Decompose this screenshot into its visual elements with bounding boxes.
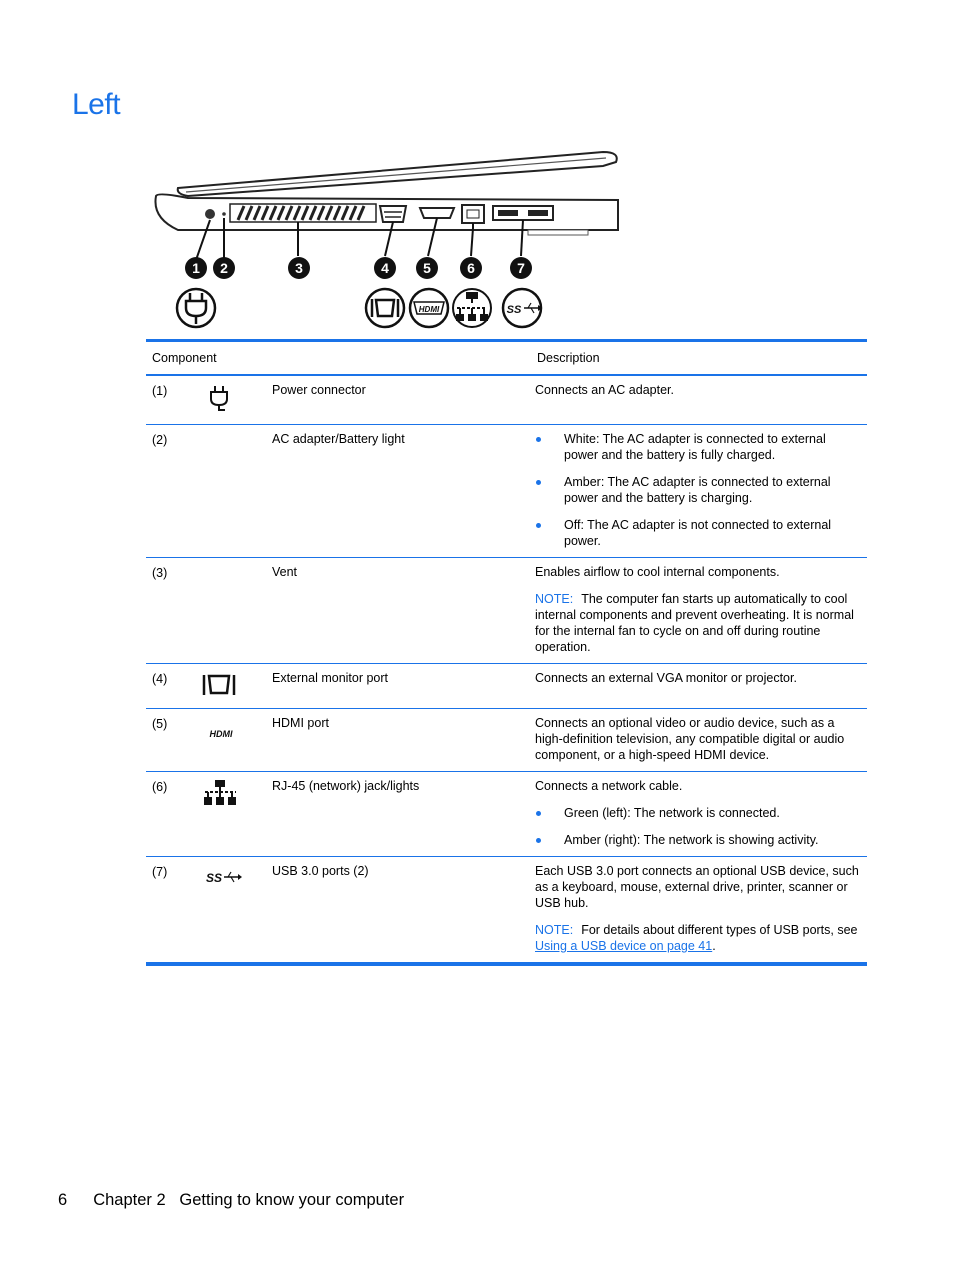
figure-hdmi-text: HDMI [418, 305, 440, 314]
callout-7: 7 [517, 260, 525, 276]
hdmi-port-shape [420, 208, 454, 218]
row-number: (4) [146, 664, 190, 709]
power-plug-icon [190, 375, 262, 425]
figure-external-monitor-icon [366, 289, 404, 327]
callout-1: 1 [192, 260, 200, 276]
chapter-title: Chapter 2 Getting to know your computer [93, 1191, 405, 1209]
callout-6: 6 [467, 260, 475, 276]
table-row [146, 664, 867, 709]
hdmi-icon-text: HDMI [209, 729, 233, 739]
page-title: Left [72, 88, 121, 121]
row-number: (6) [146, 772, 190, 857]
note [535, 591, 861, 655]
table-row [146, 857, 867, 965]
components-table [146, 339, 867, 966]
row-number: (3) [146, 558, 190, 664]
component-name: AC adapter/Battery light [262, 425, 531, 558]
bullet-item: White: The AC adapter is connected to external power and the battery is fully charged. [535, 431, 861, 463]
usb-icon-text: SS [205, 871, 223, 885]
figure-usb-text: SS [506, 304, 522, 316]
bullet-list [535, 431, 861, 549]
laptop-lid [178, 152, 617, 196]
note-end: . [712, 939, 716, 953]
component-description: Connects an optional video or audio device, such as a high-definition television, any compatible digital or audio component, or a high-speed HDMI device. [531, 709, 867, 772]
callout-3: 3 [295, 260, 303, 276]
note-text: For details about different types of USB ports, see [581, 923, 858, 937]
component-description [531, 772, 867, 857]
component-name: External monitor port [262, 664, 531, 709]
component-name: USB 3.0 ports (2) [262, 857, 531, 965]
row-number: (1) [146, 375, 190, 425]
component-name: Vent [262, 558, 531, 664]
table-row [146, 375, 867, 425]
bullet-item: Amber (right): The network is showing activity. [535, 832, 861, 848]
page-footer [58, 1191, 404, 1210]
usb-device-link[interactable]: Using a USB device on page 41 [535, 939, 713, 953]
description-text: Enables airflow to cool internal components. [535, 565, 780, 579]
component-name: RJ-45 (network) jack/lights [262, 772, 531, 857]
component-description [531, 857, 867, 965]
callout-5: 5 [423, 260, 431, 276]
row-number: (5) [146, 709, 190, 772]
header-description: Description [531, 341, 867, 376]
bullet-list [535, 805, 861, 848]
power-jack-shape [205, 209, 215, 219]
description-text: Connects a network cable. [535, 779, 683, 793]
network-icon [190, 772, 262, 857]
figure-usb-ss-icon [503, 289, 542, 327]
hdmi-icon [190, 709, 262, 772]
header-component: Component [146, 341, 531, 376]
external-monitor-icon [190, 664, 262, 709]
bullet-item: Green (left): The network is connected. [535, 805, 861, 821]
vga-port-shape [380, 206, 406, 222]
table-row [146, 425, 867, 558]
table-row [146, 772, 867, 857]
figure-hdmi-icon [410, 289, 448, 327]
component-description [531, 558, 867, 664]
component-description: Connects an AC adapter. [531, 375, 867, 425]
note [535, 922, 861, 954]
table-row [146, 709, 867, 772]
figure-network-icon [453, 289, 491, 327]
page-number: 6 [58, 1191, 68, 1209]
callout-2: 2 [220, 260, 228, 276]
figure-power-plug-icon [177, 289, 215, 327]
component-name: HDMI port [262, 709, 531, 772]
note-label: NOTE: [535, 923, 574, 937]
row-number: (7) [146, 857, 190, 965]
callouts [185, 257, 532, 279]
table-header-row [146, 341, 867, 376]
row-number: (2) [146, 425, 190, 558]
description-text: Each USB 3.0 port connects an optional USB device, such as a keyboard, mouse, external drive, printer, scanner or USB hub. [535, 864, 859, 910]
laptop-left-side-illustration [148, 148, 628, 333]
component-description: Connects an external VGA monitor or projector. [531, 664, 867, 709]
component-name: Power connector [262, 375, 531, 425]
bullet-item: Off: The AC adapter is not connected to external power. [535, 517, 861, 549]
note-text: The computer fan starts up automatically to cool internal components and prevent overheating. It is normal for the internal fan to cycle on and off during routine operation. [535, 592, 854, 654]
component-description [531, 425, 867, 558]
callout-4: 4 [381, 260, 389, 276]
bullet-item: Amber: The AC adapter is connected to external power and the battery is charging. [535, 474, 861, 506]
note-label: NOTE: [535, 592, 574, 606]
table-row [146, 558, 867, 664]
usb-ss-icon [190, 857, 262, 965]
